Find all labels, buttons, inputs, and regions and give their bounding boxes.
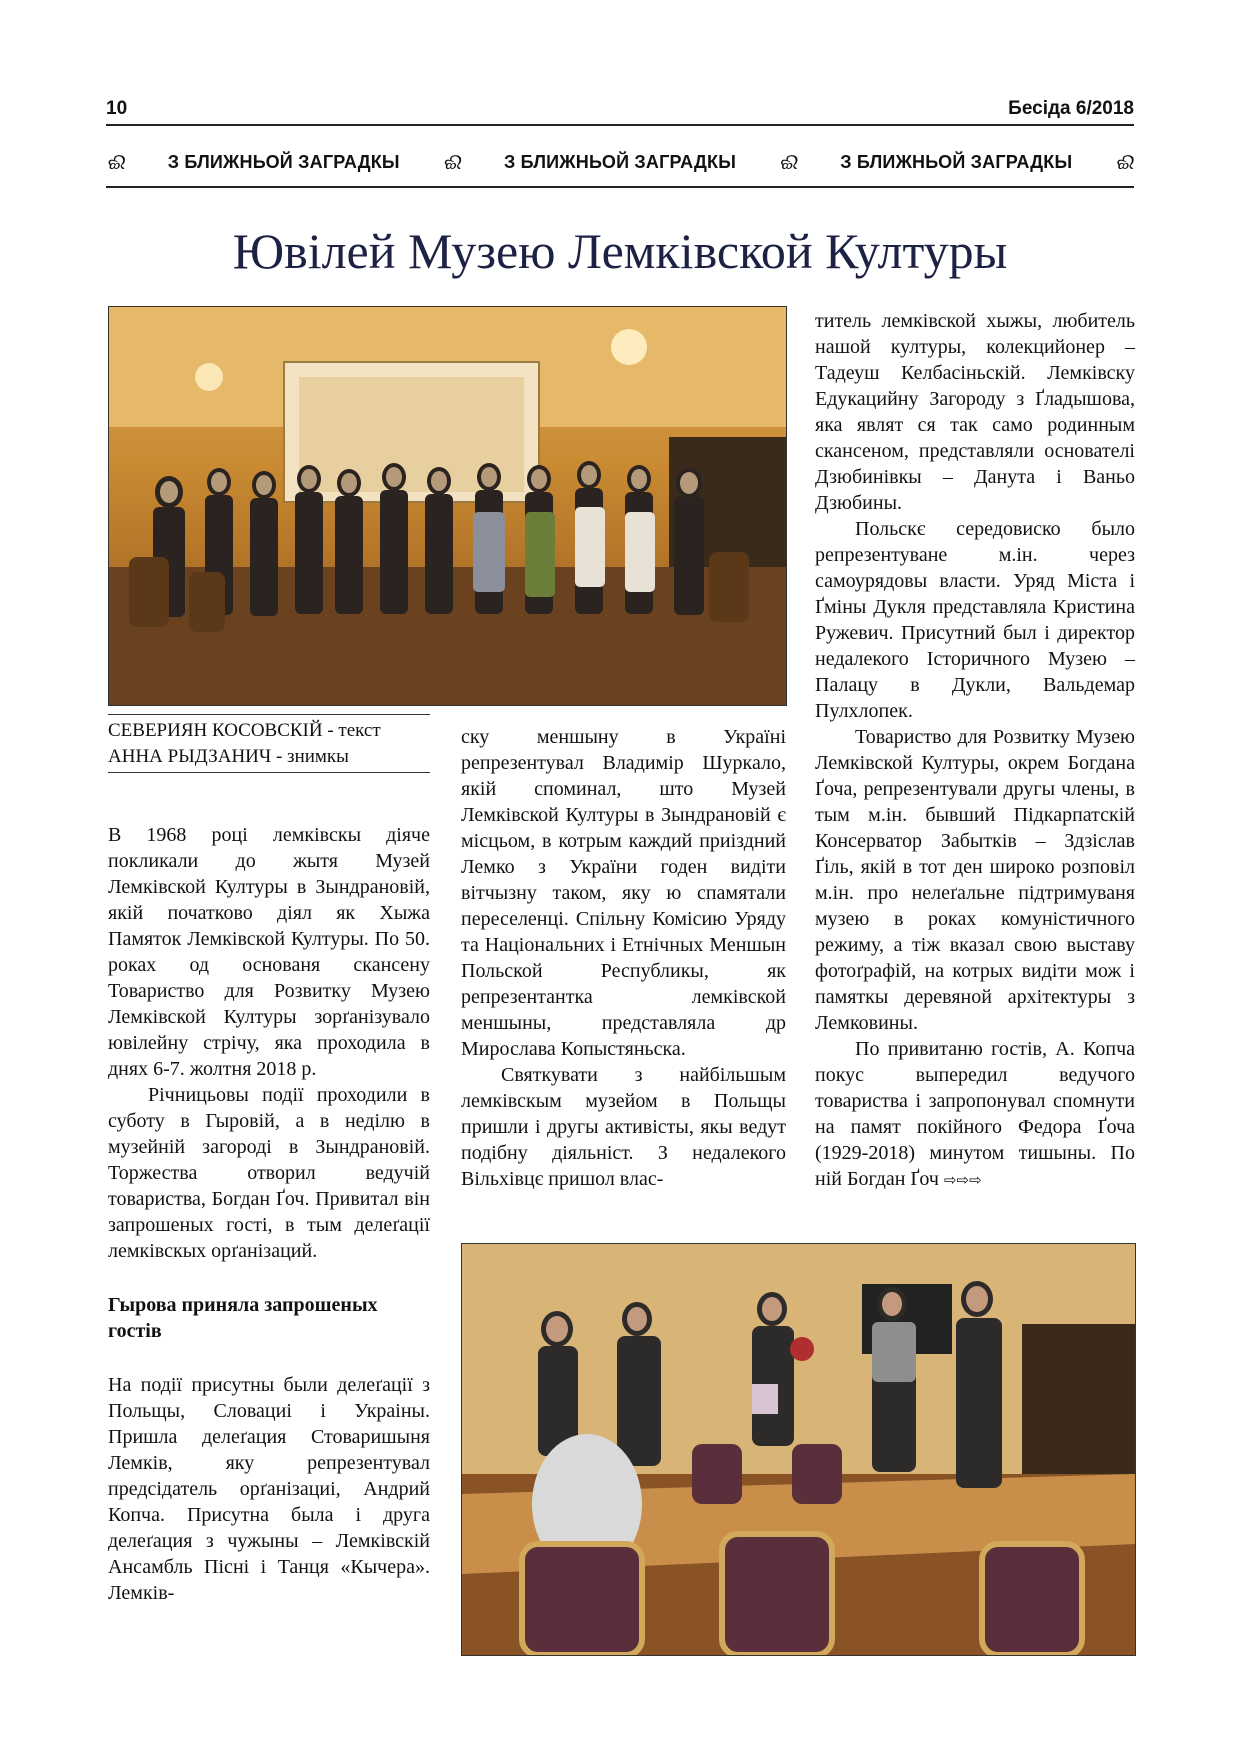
paragraph: Товариство для Розвитку Музею Лемківской Културы, окрем Богдана Ґоча, репрезентували другы члены, в тым м.ін. бывший Підкарпатскій Консерватор Забытків – Здзіслав Ґіль, якій в тот ден широко розповіл м.ін. про нелеґальне підтримуваня музею в роках комуністичного режиму, а тіж вказал свою выставу фотоґрафій, на котрых видіти мож і памяткы деревяной архітектуры з Лемковины.	[815, 726, 1135, 1034]
paragraph: В 1968 році лемківскы діяче покликали до жытя Музей Лемківской Културы в Зындрановій, якій початково діял як Хыжа Памяток Лемківской Културы. По 50. роках од основаня скансену Товариство для Розвитку Музею Лемківской Културы зорґанізувало ювілейну стрічу, яка проходила в днях 6-7. жолтня 2018 р.	[108, 824, 430, 1080]
paragraph: Річницьовы події проходили в суботу в Гыровій, а в неділю в музейній загороді в Зындрановій. Торжества отворил ведучій товариства, Богдан Ґоч. Привитал він запрошеных гості, в тым делеґації лемківскых орґанізаций.	[108, 1084, 430, 1262]
group-photo	[108, 306, 787, 706]
ornament-icon: ଈ	[442, 149, 462, 175]
paragraph: титель лемківской хыжы, любитель нашой културы, колекцийонер – Тадеуш Келбасіньскій. Лемківску Едукацийну Загороду з Ґладышова, яка являт ся так само родинным скансеном, представляли основателі Дзюбинівкы – Данута і Ваньо Дзюбины.	[815, 310, 1135, 514]
section-label: З БЛИЖНЬОЙ ЗАГРАДКЫ	[840, 151, 1073, 172]
header-rule-bottom	[106, 186, 1134, 188]
article-title: Ювілей Музею Лемківской Културы	[232, 223, 1008, 279]
credit-rule-bottom	[108, 772, 430, 773]
page-number: 10	[106, 98, 128, 119]
paragraph	[815, 1036, 1135, 1193]
issue-label: Бесіда 6/2018	[1008, 98, 1134, 119]
ornament-icon: ଈ	[778, 149, 798, 175]
ornament-icon: ଈ	[1114, 149, 1134, 175]
section-label: З БЛИЖНЬОЙ ЗАГРАДКЫ	[167, 151, 400, 172]
paragraph-text: По привитаню гостів, А. Копча покус выпередил ведучого товариства і запропонувал спомнути на памят покійного Федора Ґоча (1929-2018) минутом тишыны. По ній Богдан Ґоч	[815, 1038, 1135, 1190]
group-photo-illustration	[109, 307, 786, 705]
paragraph: Польскє середовиско было репрезентуване м.ін. через самоурядовы власти. Уряд Міста і Ґміны Дукля представляла Кристина Ружевич. Присутний был і директор недалекого Історичного Музею – Палацу в Дукли, Вальдемар Пулхлопек.	[815, 518, 1135, 722]
column-2	[461, 724, 786, 1192]
section-banner	[106, 150, 1134, 174]
paragraph: На події присутны были делеґації з Польщы, Словациі і Украіны. Пришла делеґация Стоваришыня Лемків, яку репрезентувал предсідатель орґанізациі, Андрий Копча. Присутна была і друга делеґация з чужыны – Лемківскій Ансамбль Пісні і Танця «Кычера». Лемків-	[108, 1374, 430, 1604]
continued-arrows-icon: ⇨⇨⇨	[943, 1171, 982, 1189]
author-credit: СЕВЕРИЯН КОСОВСКІЙ - текст	[108, 720, 381, 741]
column-1	[108, 822, 430, 1606]
ceremony-photo	[461, 1243, 1136, 1656]
credit-rule-top	[108, 714, 430, 715]
paragraph: Святкувати з найбільшым лемківскым музейом в Польщы пришли і другы активісты, якы ведут подібну діяльніст. З недалекого Вільхівцє пришол влас-	[461, 1064, 786, 1190]
ceremony-photo-illustration	[462, 1244, 1135, 1655]
subheading: Гырова приняла запрошеных гостів	[108, 1294, 378, 1342]
photo-credit: АННА РЫДЗАНИЧ - знимкы	[108, 746, 349, 767]
credits	[108, 718, 430, 770]
paragraph: ску меншыну в Україні репрезентувал Владимір Шуркало, якій споминал, што Музей Лемківской Културы в Зындрановій є місцьом, в котрым каждий приіздний Лемко з України годен видіти вітчызну таком, яку ю спамятали переселенці. Спільну Комісию Уряду та Національних і Етнічных Меншын Польской Республикы, як репрезентантка лемківской меншыны, представляла др Мирослава Копыстяньска.	[461, 726, 786, 1060]
header-rule-top	[106, 124, 1134, 126]
column-3	[815, 308, 1135, 1193]
ornament-icon: ଈ	[106, 149, 126, 175]
section-label: З БЛИЖНЬОЙ ЗАГРАДКЫ	[503, 151, 737, 172]
